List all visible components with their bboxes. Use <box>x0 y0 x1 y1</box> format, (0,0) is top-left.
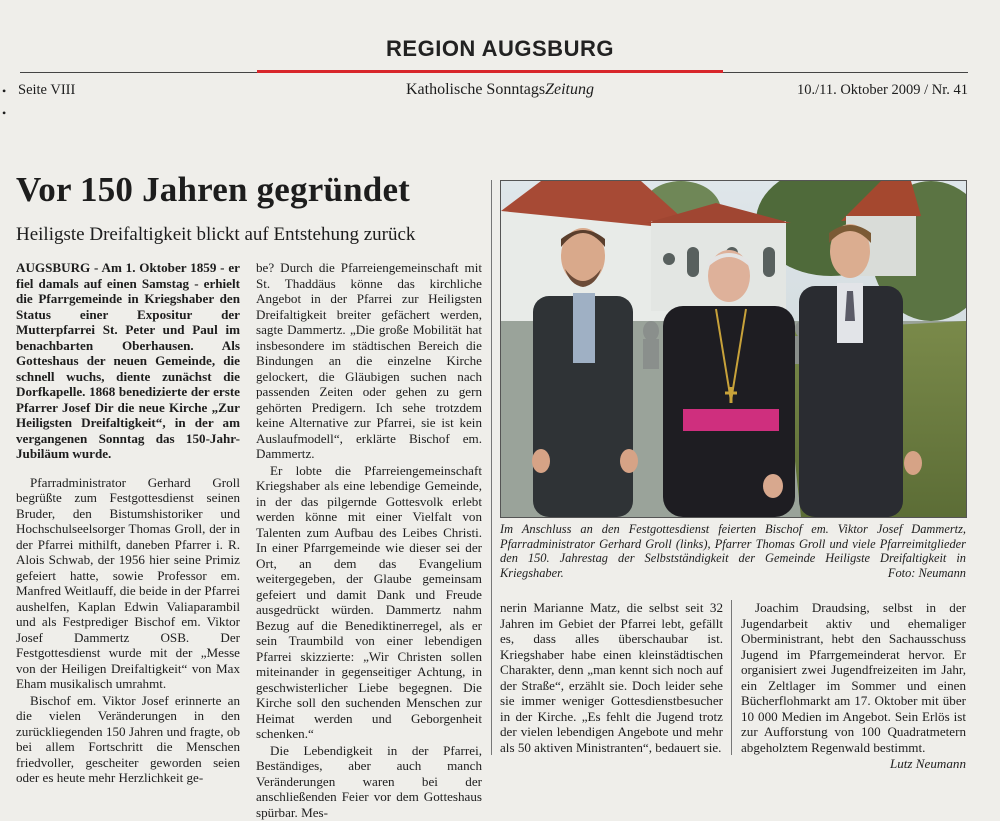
text-column-3 <box>500 600 723 756</box>
newspaper-name-a: Katholische Sonntags <box>406 81 546 98</box>
paragraph: nerin Marianne Matz, die selbst seit 32 Jahren im Gebiet der Pfarrei lebt, gefällt es, dass alles überschaubar ist. Kriegshaber habe einen kleinstädtischen Charakter, denn „man kennt sich noch auf der Straße“, erzählt sie. Doch leider sehe sie immer weniger Gottesdienstbesucher in der Kirche. „Es fehlt die Jugend trotz der vielen lebendigen Angebote und mehr als 50 aktiven Ministranten“, bedauert sie. <box>500 600 723 755</box>
column-rule <box>491 180 492 755</box>
photo-illustration <box>501 181 966 517</box>
text-column-4 <box>741 600 966 773</box>
photo-caption <box>500 522 966 580</box>
margin-dot-icon: • <box>2 106 7 120</box>
text-column-2 <box>256 260 482 821</box>
caption-text: Im Anschluss an den Festgottesdienst feierten Bischof em. Viktor Josef Dammertz, Pfarradministrator Gerhard Groll (links), Pfarrer Thomas Groll und viele Pfarreimitglieder den 150. Jahrestag der Selbstständigkeit der Gemeinde Heiligste Dreifaltigkeit in Kriegshaber. <box>500 522 966 580</box>
newspaper-name-b: Zeitung <box>545 81 594 98</box>
paragraph: Pfarradministrator Gerhard Groll begrüßte zum Festgottesdienst seinen Bruder, den Bistumshistoriker und Hochschulseelsorger Thomas Groll, der in der Pfarrei mithilft, daneben Pfarrer i. R. Alois Schwab, der 1956 hier seine Primiz gefeiert hatte, sowie Professor em. Manfred Weitlauff, die beide in der Pfarrei aushelfen, Kaplan Edwin Valiaparambil und als Festprediger Bischof em. Viktor Josef Dammertz OSB. Der Festgottesdienst wurde mit der „Messe von der Heiligen Dreifaltigkeit“ von Max Eham musikalisch umrahmt. <box>16 474 240 691</box>
photo-credit: Foto: Neumann <box>887 565 966 580</box>
issue-date: 10./11. Oktober 2009 / Nr. 41 <box>796 82 968 98</box>
text-column-1 <box>16 260 240 787</box>
paragraph: Joachim Draudsing, selbst in der Jugendarbeit aktiv und ehemaliger Oberministrant, hebt den Sachausschuss Jugend im Pfarrgemeinderat hervor. Er organisiert zwei Jugendfreizeiten im Jahr, ein Zeltlager im Sommer und einen Bücherflohmarkt am 17. Oktober mit über 10 000 Medien im Angebot. Sein Erlös ist zur Aufforstung von 100 Quadratmetern abgeholztem Regenwald bestimmt. <box>741 600 966 755</box>
article-title: Vor 150 Jahren gegründet <box>16 170 411 209</box>
paragraph: be? Durch die Pfarreiengemeinschaft mit St. Thaddäus könne das kirchliche Angebot in der Pfarrei zur Heiligsten Dreifaltigkeit breiter gefächert werden, sagte Dammertz. „Die große Mobilität hat insbesondere im städtischen Bereich die Bindungen an die einzelne Kirche gelockert, die Gläubigen suchen nach passenden Zeiten oder gehen zu gern gehörten Predigern. Ich sehe trotzdem keine Alternative zur Pfarrei, sie ist kein Auslaufmodell“, erklärte Bischof em. Dammertz. <box>256 260 482 461</box>
article-subtitle: Heiligste Dreifaltigkeit blickt auf Entstehung zurück <box>16 224 416 245</box>
margin-dot-icon: • <box>2 84 7 98</box>
article-photo <box>500 180 967 518</box>
author-byline: Lutz Neumann <box>889 756 966 771</box>
paragraph: Bischof em. Viktor Josef erinnerte an die vielen Veränderungen in den zurückliegenden 150 Jahren und fragte, ob bei allem Fortschritt die Menschen friedvoller, gescheiter geworden seien oder es heute mehr Herzlichkeit ge- <box>16 692 240 785</box>
page-number: Seite VIII <box>18 82 76 98</box>
paragraph: Die Lebendigkeit in der Pfarrei, Beständiges, aber auch manch Veränderungen waren bei der anschließenden Feier vor dem Gotteshaus spürbar. Mes- <box>256 742 482 820</box>
paragraph: Er lobte die Pfarreiengemeinschaft Kriegshaber als eine lebendige Gemeinde, in der das pilgernde Gottesvolk erlebt werden könne mit einer Vielfalt von Talenten zum Aufbau des Leibes Christi. In einer Pfarrgemeinde wie dieser sei der Ort, an dem das Evangelium weitergegeben, der Glaube gemeinsam gefeiert und damit Dank und Freude ausgedrückt würden. Dammertz nahm Bezug auf die Benediktinerregel, als er sein Traumbild von einer lebendigen Pfarrei skizzierte: „Wir Christen sollen miteinander in gegenseitiger Achtung, in geschwisterlicher Liebe begegnen. Die Kirche soll den suchenden Menschen zur Heimat werden und Geborgenheit schenken.“ <box>256 462 482 741</box>
header-accent-rule <box>257 70 723 73</box>
article-lead: AUGSBURG - Am 1. Oktober 1859 - er fiel damals auf einen Samstag - erhielt die Pfarrgemeinde in Kriegshaber den Status einer Expositur der Mutterpfarrei St. Peter und Paul im benachbarten Oberhausen. Als Gotteshaus der neuen Gemeinde, die schnell wuchs, diente zunächst die Dorfkapelle. 1868 benedizierte der erste Pfarrer Josef Dir die neue Kirche „Zur Heiligsten Dreifaltigkeit“, in der am vergangenen Sonntag das 150-Jahr-Jubiläum wurde. <box>16 260 240 461</box>
column-rule <box>731 600 732 755</box>
section-heading: REGION AUGSBURG <box>386 36 614 61</box>
